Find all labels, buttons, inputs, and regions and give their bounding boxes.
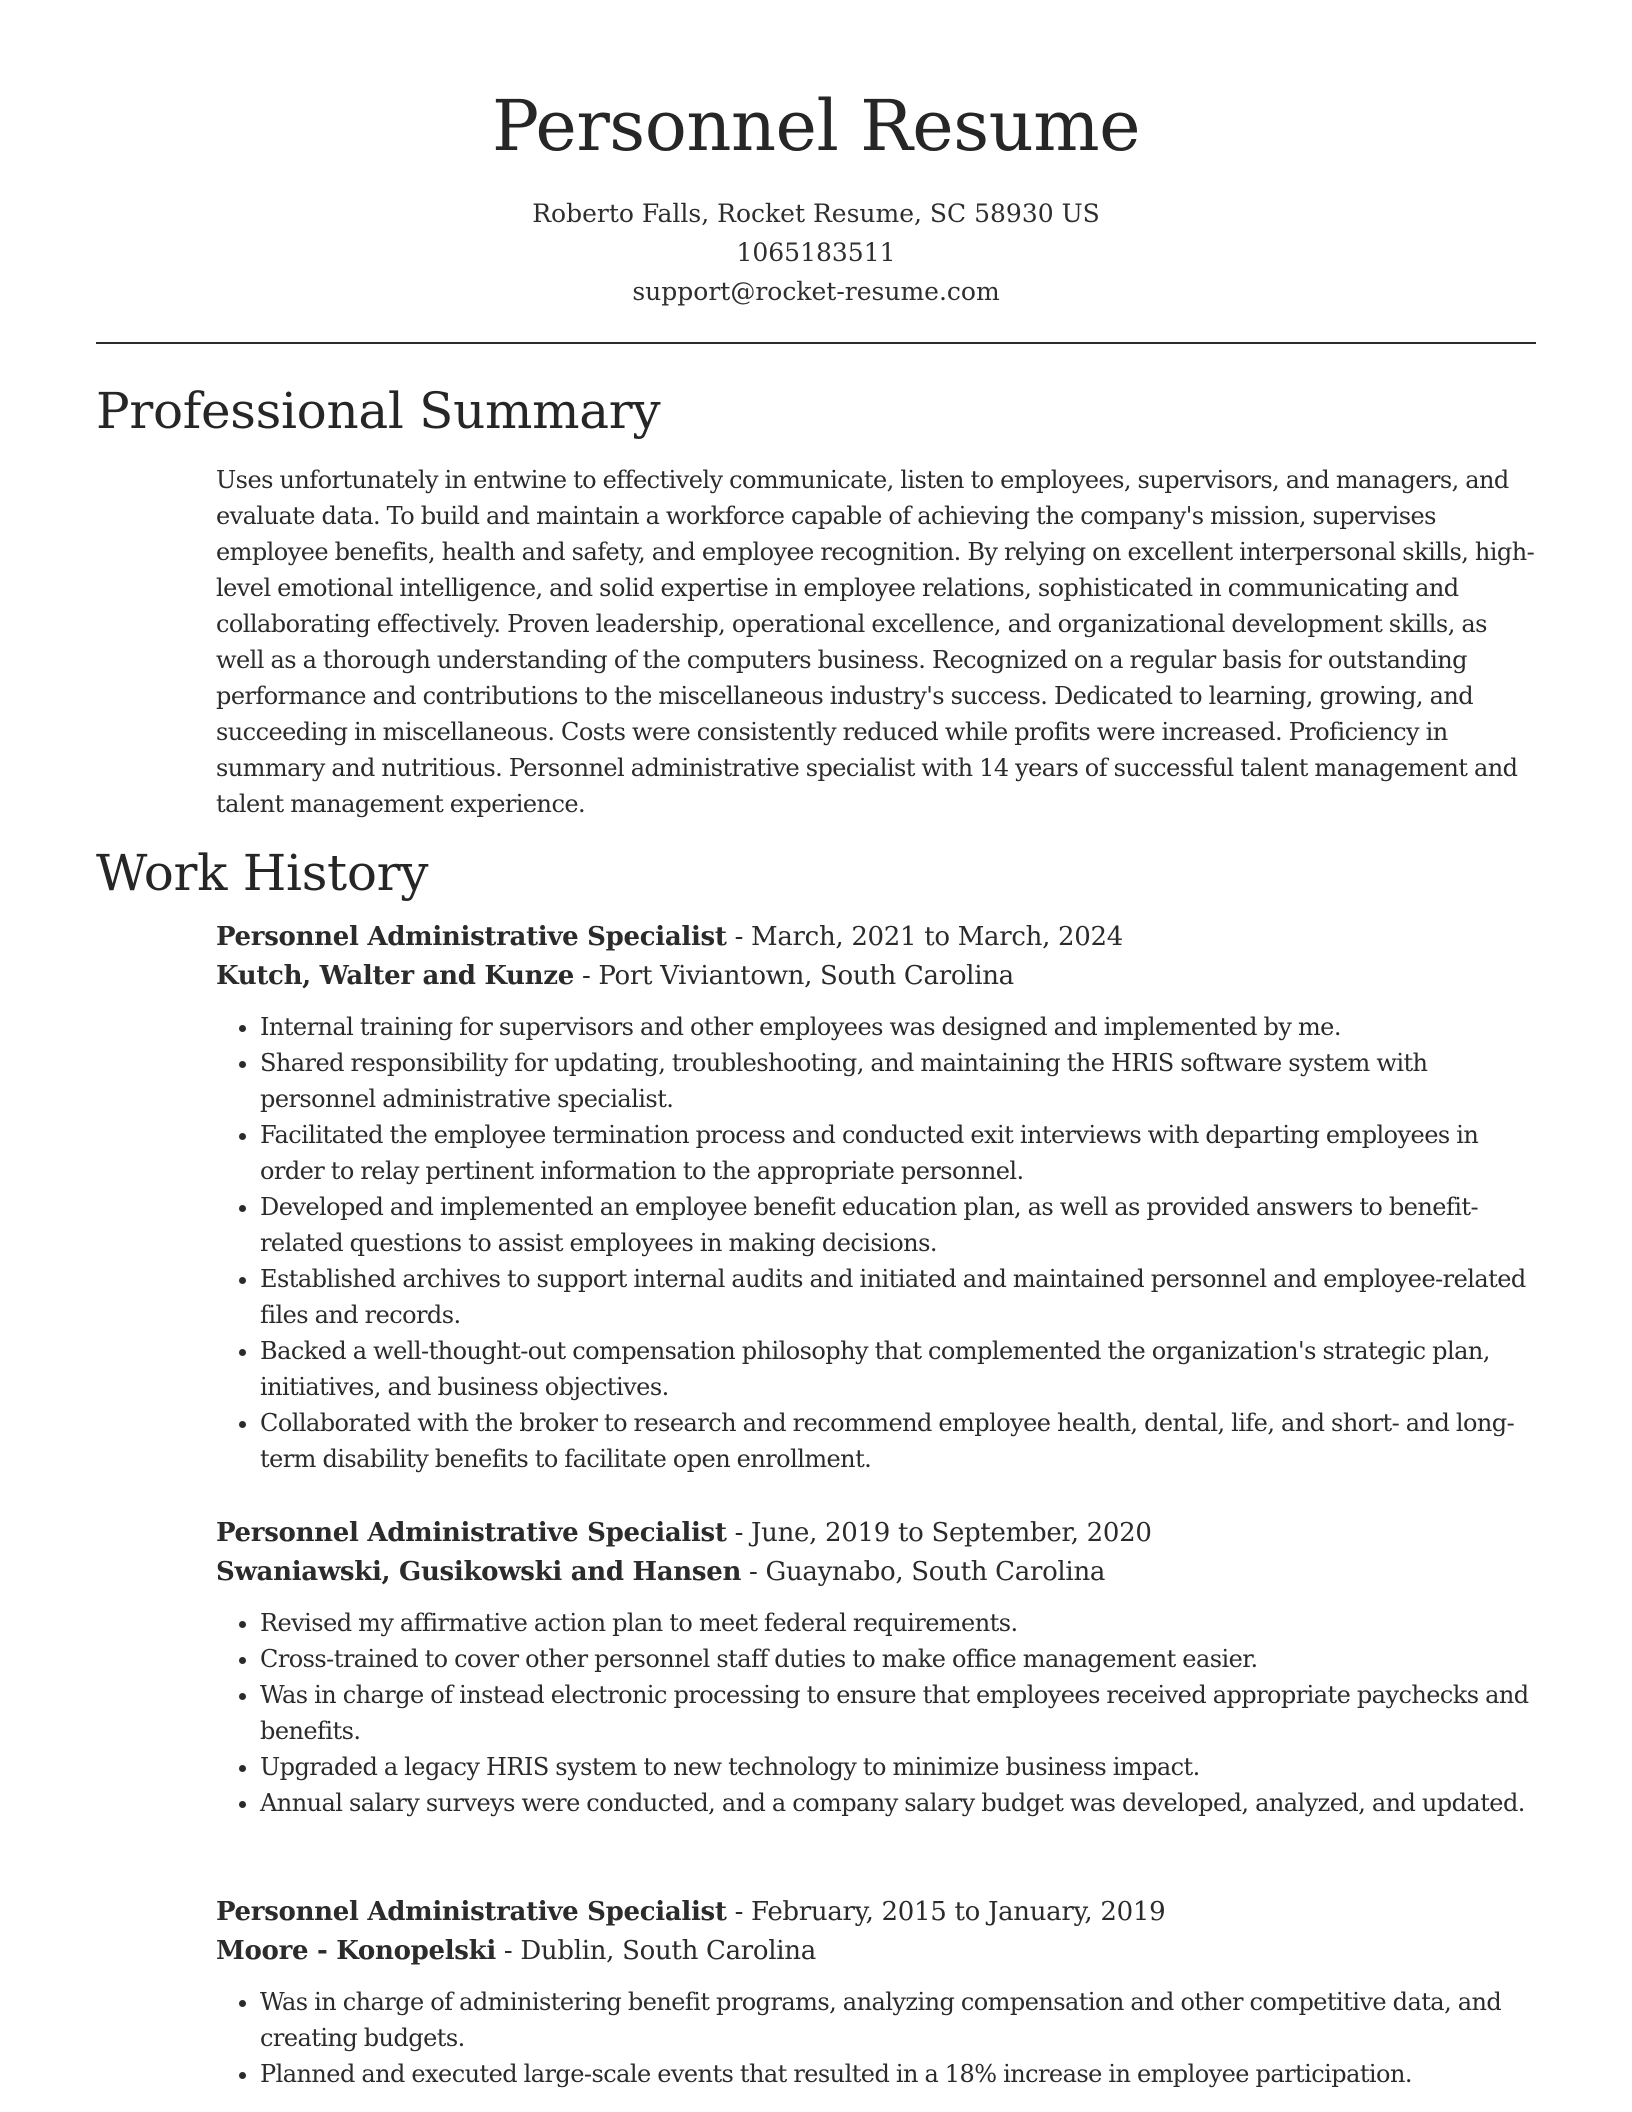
job-location: Port Viviantown, South Carolina <box>598 961 1014 991</box>
job-title: Personnel Administrative Specialist <box>216 922 727 952</box>
bullet-item: • Collaborated with the broker to research and recommend employee health, dental, life, and short- and long-term disability benefits to facilitate open enrollment. <box>260 1405 1536 1477</box>
contact-phone: 1065183511 <box>736 238 896 267</box>
contact-email: support@rocket-resume.com <box>632 277 1000 306</box>
job-bullets <box>216 1009 1536 1477</box>
separator: - <box>503 1936 521 1966</box>
job-company: Kutch, Walter and Kunze <box>216 961 574 991</box>
contact-address: Roberto Falls, Rocket Resume, SC 58930 US <box>532 199 1100 228</box>
job-title-line <box>216 1514 1536 1553</box>
job-dates: February, 2015 to January, 2019 <box>751 1897 1166 1927</box>
bullet-item: • Upgraded a legacy HRIS system to new technology to minimize business impact. <box>260 1749 1536 1785</box>
summary-text: Uses unfortunately in entwine to effectively communicate, listen to employees, supervisors, and managers, and evaluate data. To build and maintain a workforce capable of achieving the company's mission, supervises employee benefits, health and safety, and employee recognition. By relying on excellent interpersonal skills, high-level emotional intelligence, and solid expertise in employee relations, sophisticated in communicating and collaborating effectively. Proven leadership, operational excellence, and organizational development skills, as well as a thorough understanding of the computers business. Recognized on a regular basis for outstanding performance and contributions to the miscellaneous industry's success. Dedicated to learning, growing, and succeeding in miscellaneous. Costs were consistently reduced while profits were increased. Proficiency in summary and nutritious. Personnel administrative specialist with 14 years of successful talent management and talent management experience. <box>216 466 1535 818</box>
header-divider <box>96 342 1536 344</box>
bullet-item: • Backed a well-thought-out compensation philosophy that complemented the organization's strategic plan, initiatives, and business objectives. <box>260 1333 1536 1405</box>
job-bullets <box>216 1984 1536 2092</box>
job-company-line <box>216 1553 1536 1592</box>
job-dates: March, 2021 to March, 2024 <box>751 922 1123 952</box>
job-bullets <box>216 1605 1536 1821</box>
job-company: Swaniawski, Gusikowski and Hansen <box>216 1557 742 1587</box>
resume-header <box>0 0 1632 311</box>
resume-title: Personnel Resume <box>491 85 1141 167</box>
bullet-item: • Revised my affirmative action plan to meet federal requirements. <box>260 1605 1536 1641</box>
summary-heading: Professional Summary <box>96 382 661 440</box>
bullet-item: • Shared responsibility for updating, troubleshooting, and maintaining the HRIS software system with personnel administrative specialist. <box>260 1045 1536 1117</box>
separator: - <box>734 1897 752 1927</box>
bullet-item: • Annual salary surveys were conducted, and a company salary budget was developed, analyzed, and updated. <box>260 1785 1536 1821</box>
job-title: Personnel Administrative Specialist <box>216 1897 727 1927</box>
job-location: Guaynabo, South Carolina <box>765 1557 1106 1587</box>
separator: - <box>581 961 599 991</box>
bullet-item: • Developed and implemented an employee benefit education plan, as well as provided answers to benefit-related questions to assist employees in making decisions. <box>260 1189 1536 1261</box>
separator: - <box>734 922 752 952</box>
contact-info <box>0 194 1632 311</box>
job-title: Personnel Administrative Specialist <box>216 1518 727 1548</box>
job-title-line <box>216 1893 1536 1932</box>
separator: - <box>734 1518 752 1548</box>
job-entry <box>216 918 1536 1477</box>
job-title-line <box>216 918 1536 957</box>
bullet-item: • Was in charge of instead electronic processing to ensure that employees received appropriate paychecks and benefits. <box>260 1677 1536 1749</box>
job-company-line <box>216 1932 1536 1971</box>
job-dates: June, 2019 to September, 2020 <box>751 1518 1152 1548</box>
job-entry <box>216 1514 1536 1821</box>
work-history-heading: Work History <box>96 844 429 902</box>
bullet-item: • Facilitated the employee termination process and conducted exit interviews with departing employees in order to relay pertinent information to the appropriate personnel. <box>260 1117 1536 1189</box>
bullet-item: • Planned and executed large-scale events that resulted in a 18% increase in employee participation. <box>260 2056 1536 2092</box>
job-company: Moore - Konopelski <box>216 1936 496 1966</box>
bullet-item: • Was in charge of administering benefit programs, analyzing compensation and other competitive data, and creating budgets. <box>260 1984 1536 2056</box>
bullet-item: • Cross-trained to cover other personnel staff duties to make office management easier. <box>260 1641 1536 1677</box>
bullet-item: • Internal training for supervisors and other employees was designed and implemented by me. <box>260 1009 1536 1045</box>
separator: - <box>749 1557 766 1587</box>
bullet-item: • Established archives to support internal audits and initiated and maintained personnel and employee-related files and records. <box>260 1261 1536 1333</box>
job-location: Dublin, South Carolina <box>520 1936 816 1966</box>
job-entry <box>216 1893 1536 2092</box>
job-company-line <box>216 957 1536 996</box>
